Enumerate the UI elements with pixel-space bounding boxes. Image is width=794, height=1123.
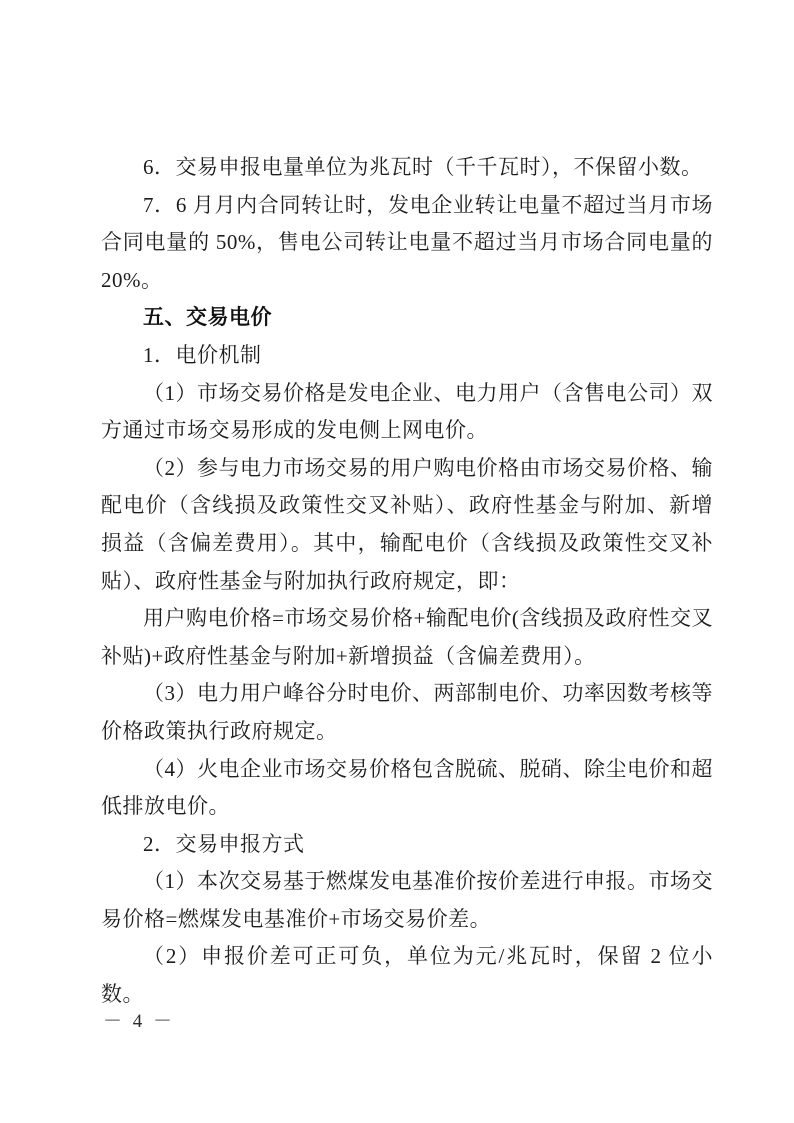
paragraph: 6．交易申报电量单位为兆瓦时（千千瓦时），不保留小数。 <box>143 155 703 179</box>
paragraph: （2）参与电力市场交易的用户购电价格由市场交易价格、输配电价（含线损及政策性交叉补贴）、政府性基金与附加、新增损益（含偏差费用）。其中，输配电价（含线损及政策性交叉补贴）、政府性基金与附加执行政府规定，即： <box>101 455 713 593</box>
paragraph: （1）市场交易价格是发电企业、电力用户（含售电公司）双方通过市场交易形成的发电侧上网电价。 <box>101 380 713 443</box>
paragraph: （1）本次交易基于燃煤发电基准价按价差进行申报。市场交易价格=燃煤发电基准价+市场交易价差。 <box>101 869 713 931</box>
paragraph: 用户购电价格=市场交易价格+输配电价(含线损及政府性交叉补贴)+政府性基金与附加+新增损益（含偏差费用）。 <box>101 606 713 668</box>
paragraph: 2．交易申报方式 <box>143 831 305 856</box>
paragraph: 7．6 月月内合同转让时，发电企业转让电量不超过当月市场合同电量的 50%，售电公司转让电量不超过当月市场合同电量的 20%。 <box>101 192 713 292</box>
document-body <box>101 149 713 1014</box>
paragraph: （3）电力用户峰谷分时电价、两部制电价、功率因数考核等价格政策执行政府规定。 <box>101 681 713 743</box>
page-number: － 4 － <box>103 1011 176 1032</box>
section-heading: 五、交易电价 <box>143 306 272 330</box>
paragraph: （2）申报价差可正可负，单位为元/兆瓦时，保留 2 位小数。 <box>101 944 713 1007</box>
paragraph: 1．电价机制 <box>143 342 262 367</box>
paragraph: （4）火电企业市场交易价格包含脱硫、脱硝、除尘电价和超低排放电价。 <box>101 756 713 819</box>
